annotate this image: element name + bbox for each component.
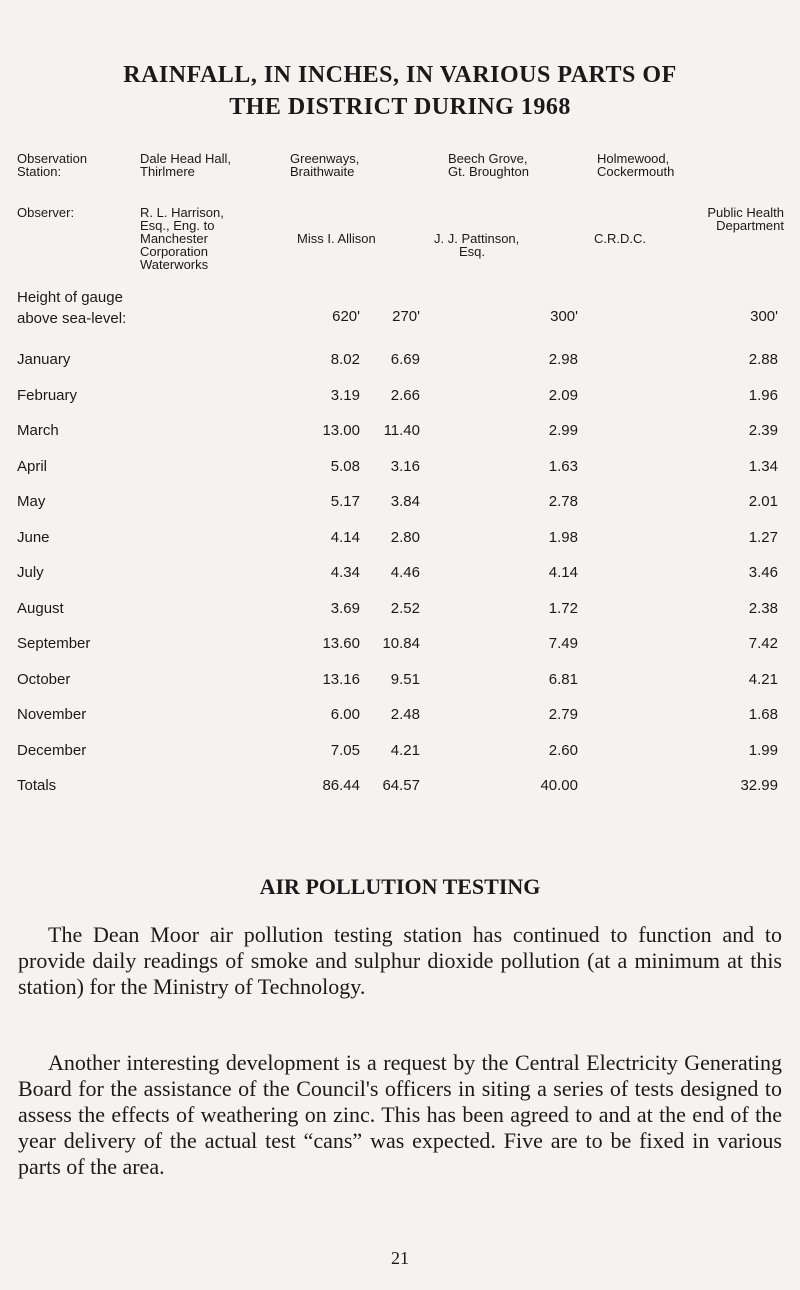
row-label: August	[17, 600, 64, 617]
rainfall-value: 5.08	[330, 458, 360, 475]
rainfall-value: 2.60	[548, 742, 578, 759]
observer-line: C.R.D.C.	[594, 231, 646, 246]
rainfall-value: 1.34	[748, 458, 778, 475]
rainfall-value: 3.19	[330, 387, 360, 404]
observer-2: Miss I. Allison	[297, 231, 376, 246]
observer-4	[594, 206, 784, 245]
rainfall-value: 3.16	[390, 458, 420, 475]
row-label: September	[17, 635, 91, 652]
height-label-line: Height of gauge	[17, 289, 123, 306]
row-label: December	[17, 742, 87, 759]
rainfall-value: 9.51	[390, 671, 420, 688]
observer-line: Public Health	[707, 205, 784, 220]
height-value: 300'	[750, 308, 778, 325]
rainfall-value: 10.84	[382, 635, 420, 652]
rainfall-value: 4.21	[748, 671, 778, 688]
rainfall-value: 2.78	[548, 493, 578, 510]
rainfall-value: 1.27	[748, 529, 778, 546]
height-value: 300'	[550, 308, 578, 325]
paragraph-2	[18, 1050, 782, 1180]
rainfall-value: 4.14	[548, 564, 578, 581]
rainfall-value: 2.80	[390, 529, 420, 546]
rainfall-value: 1.63	[548, 458, 578, 475]
height-label-line: above sea-level:	[17, 310, 127, 327]
section-heading: AIR POLLUTION TESTING	[259, 874, 541, 899]
observer-line: Corporation	[140, 244, 208, 259]
rainfall-value: 6.81	[548, 671, 578, 688]
rainfall-value: 6.00	[330, 706, 360, 723]
station-place: Thirlmere	[140, 164, 195, 179]
rainfall-value: 1.68	[748, 706, 778, 723]
rainfall-value: 5.17	[330, 493, 360, 510]
observer-line: Esq., Eng. to	[140, 218, 215, 233]
observer-line: Waterworks	[140, 257, 209, 272]
station-header-4	[597, 152, 674, 178]
station-header-3	[448, 152, 529, 178]
rainfall-value: 6.69	[390, 351, 420, 368]
rainfall-value: 13.60	[322, 635, 360, 652]
station-name: Dale Head Hall,	[140, 151, 232, 166]
rainfall-value: 4.46	[390, 564, 420, 581]
rainfall-value: 2.79	[548, 706, 578, 723]
row-label: February	[17, 387, 78, 404]
rainfall-value: 1.98	[548, 529, 578, 546]
row-label: March	[17, 422, 59, 439]
height-value: 270'	[392, 308, 420, 325]
row-label: May	[17, 493, 46, 510]
rainfall-value: 40.00	[540, 777, 578, 794]
observer-3	[434, 232, 519, 258]
station-place: Braithwaite	[290, 164, 355, 179]
rainfall-value: 4.34	[330, 564, 360, 581]
rainfall-value: 2.48	[390, 706, 420, 723]
station-label-line: Observation	[17, 151, 88, 166]
paragraph-1-text: The Dean Moor air pollution testing station has continued to function and to provide daily readings of smoke and sulphur dioxide pollution (at a minimum at this station) for the Ministry of Technology.	[18, 922, 782, 999]
rainfall-value: 4.21	[390, 742, 420, 759]
row-label: January	[17, 351, 71, 368]
rainfall-value: 3.84	[390, 493, 420, 510]
row-label: April	[17, 458, 48, 475]
observer-line: Manchester	[140, 231, 208, 246]
row-label: Totals	[17, 777, 57, 794]
station-label	[17, 152, 87, 178]
paragraph-1	[18, 922, 782, 1000]
observer-line: J. J. Pattinson,	[434, 231, 520, 246]
rainfall-value: 2.66	[390, 387, 420, 404]
rainfall-value: 2.09	[548, 387, 578, 404]
station-place: Cockermouth	[597, 164, 675, 179]
station-name: Greenways,	[290, 151, 360, 166]
page-number: 21	[391, 1248, 409, 1268]
observer-1	[140, 206, 224, 271]
row-label: November	[17, 706, 87, 723]
station-header-2	[290, 152, 359, 178]
rainfall-value: 8.02	[330, 351, 360, 368]
rainfall-value: 7.42	[748, 635, 778, 652]
height-label	[17, 287, 126, 329]
station-label-line: Station:	[17, 164, 62, 179]
rainfall-value: 2.39	[748, 422, 778, 439]
rainfall-value: 7.05	[330, 742, 360, 759]
rainfall-value: 2.38	[748, 600, 778, 617]
rainfall-value: 2.88	[748, 351, 778, 368]
rainfall-value: 2.01	[748, 493, 778, 510]
observer-label: Observer:	[17, 205, 75, 220]
rainfall-value: 1.96	[748, 387, 778, 404]
rainfall-value: 3.46	[748, 564, 778, 581]
rainfall-value: 4.14	[330, 529, 360, 546]
row-label: June	[17, 529, 50, 546]
rainfall-value: 7.49	[548, 635, 578, 652]
rainfall-value: 2.52	[390, 600, 420, 617]
rainfall-value: 13.16	[322, 671, 360, 688]
page-title-line-1: RAINFALL, IN INCHES, IN VARIOUS PARTS OF	[123, 62, 677, 88]
row-label: October	[17, 671, 71, 688]
observer-line: R. L. Harrison,	[140, 205, 224, 220]
rainfall-value: 1.99	[748, 742, 778, 759]
rainfall-value: 11.40	[383, 422, 420, 439]
station-header-1	[140, 152, 231, 178]
rainfall-value: 2.99	[548, 422, 578, 439]
observer-line: Department	[716, 218, 784, 233]
rainfall-value: 32.99	[740, 777, 778, 794]
observer-line: Esq.	[459, 244, 486, 259]
rainfall-value: 3.69	[330, 600, 360, 617]
page-title-line-2: THE DISTRICT DURING 1968	[229, 94, 571, 120]
rainfall-value: 86.44	[322, 777, 360, 794]
paragraph-2-text: Another interesting development is a request by the Central Electricity Generating Board for the assistance of the Council's officers in siting a series of tests designed to assess the effects of weathering on zinc. This has been agreed to and at the end of the year delivery of the actual test “cans” was expected. Five are to be fixed in various parts of the area.	[18, 1050, 782, 1179]
rainfall-value: 2.98	[548, 351, 578, 368]
rainfall-value: 1.72	[548, 600, 578, 617]
rainfall-value: 64.57	[382, 777, 420, 794]
station-place: Gt. Broughton	[448, 164, 529, 179]
row-label: July	[17, 564, 44, 581]
station-name: Beech Grove,	[448, 151, 528, 166]
height-value: 620'	[332, 308, 360, 325]
station-name: Holmewood,	[597, 151, 670, 166]
rainfall-value: 13.00	[322, 422, 360, 439]
